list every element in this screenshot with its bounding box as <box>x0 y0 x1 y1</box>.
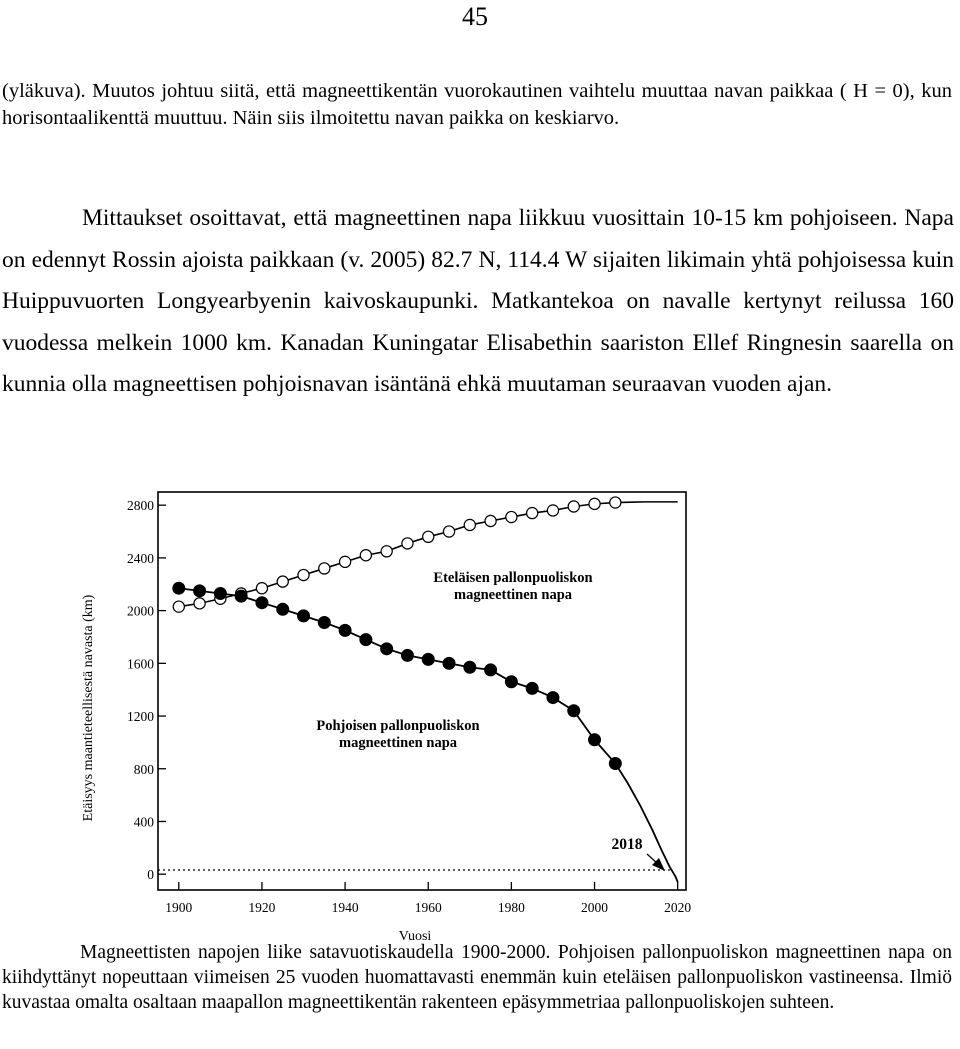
south-pole-point <box>589 498 600 509</box>
north-pole-point <box>464 661 476 673</box>
south-pole-point <box>319 563 330 574</box>
y-tick-label: 2000 <box>127 603 154 619</box>
x-tick-label: 1960 <box>414 900 442 915</box>
y-tick-label: 400 <box>133 814 154 830</box>
north-pole-label-line1: Pohjoisen pallonpuoliskon <box>316 718 480 734</box>
plot-frame <box>158 492 686 890</box>
north-pole-point <box>214 587 226 599</box>
x-tick-label: 1920 <box>248 900 276 915</box>
south-pole-point <box>568 501 579 512</box>
south-pole-label-line2: magneettinen napa <box>453 587 573 603</box>
body-paragraph-text: Mittaukset osoittavat, että magneettinen napa liikkuu vuosittain 10-15 km pohjoiseen. Napa on edennyt Rossin ajoista paikkaan (v. 2005) 82.7 N, 114.4 W sijaiten likimain yhtä pohjoisessa kuin Huippuvuorten Longyearbyenin kaivoskaupunki. Matkantekoa on navalle kertynyt reilussa 160 vuodessa melkein 1000 km. Kanadan Kuningatar Elisabethin saariston Ellef Ringnesin saarella on kunnia olla magneettisen pohjoisnavan isäntänä ehkä muutaman seuraavan vuoden ajan. <box>2 205 954 397</box>
y-tick-label: 800 <box>133 761 154 777</box>
y-tick-label: 2800 <box>127 498 154 514</box>
south-pole-point <box>173 601 184 612</box>
north-pole-point <box>339 624 351 636</box>
south-pole-label-line1: Eteläisen pallonpuoliskon <box>433 570 593 586</box>
north-pole-point <box>568 705 580 717</box>
south-pole-point <box>194 598 205 609</box>
x-tick-label: 2000 <box>581 900 609 915</box>
y-tick-label: 0 <box>147 867 154 883</box>
x-tick-label: 1900 <box>165 900 193 915</box>
x-axis-label: Vuosi <box>398 929 432 940</box>
year-2018-label: 2018 <box>611 836 643 853</box>
south-pole-trend-line <box>179 502 678 607</box>
south-pole-point <box>277 576 288 587</box>
trend-curves <box>179 502 678 882</box>
south-pole-point <box>339 556 350 567</box>
north-pole-point <box>485 664 497 676</box>
page-number: 45 <box>462 2 488 31</box>
north-pole-point <box>360 634 372 646</box>
north-pole-point <box>422 653 434 665</box>
x-axis <box>165 882 691 915</box>
north-pole-point <box>589 734 601 746</box>
intro-paragraph: (yläkuva). Muutos johtuu siitä, että magneettikentän vuorokautinen vaihtelu muuttaa navan paikkaa ( H = 0), kun horisontaalikenttä muuttuu. Näin siis ilmoitettu navan paikka on keskiarvo. <box>2 80 952 129</box>
y-axis <box>127 498 166 882</box>
south-pole-point <box>423 531 434 542</box>
north-pole-point <box>298 610 310 622</box>
south-pole-point <box>443 526 454 537</box>
south-pole-point <box>381 546 392 557</box>
y-tick-label: 1200 <box>127 709 154 725</box>
south-pole-point <box>485 515 496 526</box>
north-pole-point <box>381 643 393 655</box>
south-pole-point <box>256 583 267 594</box>
north-pole-point <box>526 682 538 694</box>
pole-distance-chart <box>0 485 960 940</box>
south-pole-point <box>610 497 621 508</box>
north-pole-point <box>173 582 185 594</box>
north-pole-point <box>547 692 559 704</box>
figure-caption <box>2 940 952 1015</box>
north-pole-point <box>401 649 413 661</box>
north-pole-point <box>505 676 517 688</box>
north-pole-point <box>235 590 247 602</box>
north-pole-point <box>256 597 268 609</box>
north-pole-point <box>609 757 621 769</box>
y-axis-label: Etäisyys maantieteellisestä navasta (km) <box>81 594 96 822</box>
north-pole-point <box>194 585 206 597</box>
y-tick-label: 2400 <box>127 550 154 566</box>
south-pole-point <box>527 507 538 518</box>
south-pole-point <box>547 505 558 516</box>
north-pole-label-line2: magneettinen napa <box>338 735 458 751</box>
north-pole-point <box>318 616 330 628</box>
x-tick-label: 1980 <box>497 900 525 915</box>
x-tick-label: 2020 <box>664 900 692 915</box>
south-pole-point <box>464 519 475 530</box>
south-pole-point <box>298 569 309 580</box>
figure-caption-text: Magneettisten napojen liike satavuotiskaudella 1900-2000. Pohjoisen pallonpuoliskon magneettinen napa on kiihdyttänyt nopeuttaan viimeisen 25 vuoden huomattavasti enemmän kuin eteläisen pallonpuoliskon vastineensa. Ilmiö kuvastaa omalta osaltaan maapallon magneettikentän rakenteen epäsymmetriaa pallonpuoliskojen suhteen. <box>2 942 952 1013</box>
x-tick-label: 1940 <box>331 900 359 915</box>
south-pole-point <box>506 511 517 522</box>
south-pole-point <box>360 550 371 561</box>
y-tick-label: 1600 <box>127 656 154 672</box>
north-pole-point <box>443 657 455 669</box>
body-paragraph <box>2 198 954 406</box>
south-pole-point <box>402 538 413 549</box>
north-pole-point <box>277 603 289 615</box>
